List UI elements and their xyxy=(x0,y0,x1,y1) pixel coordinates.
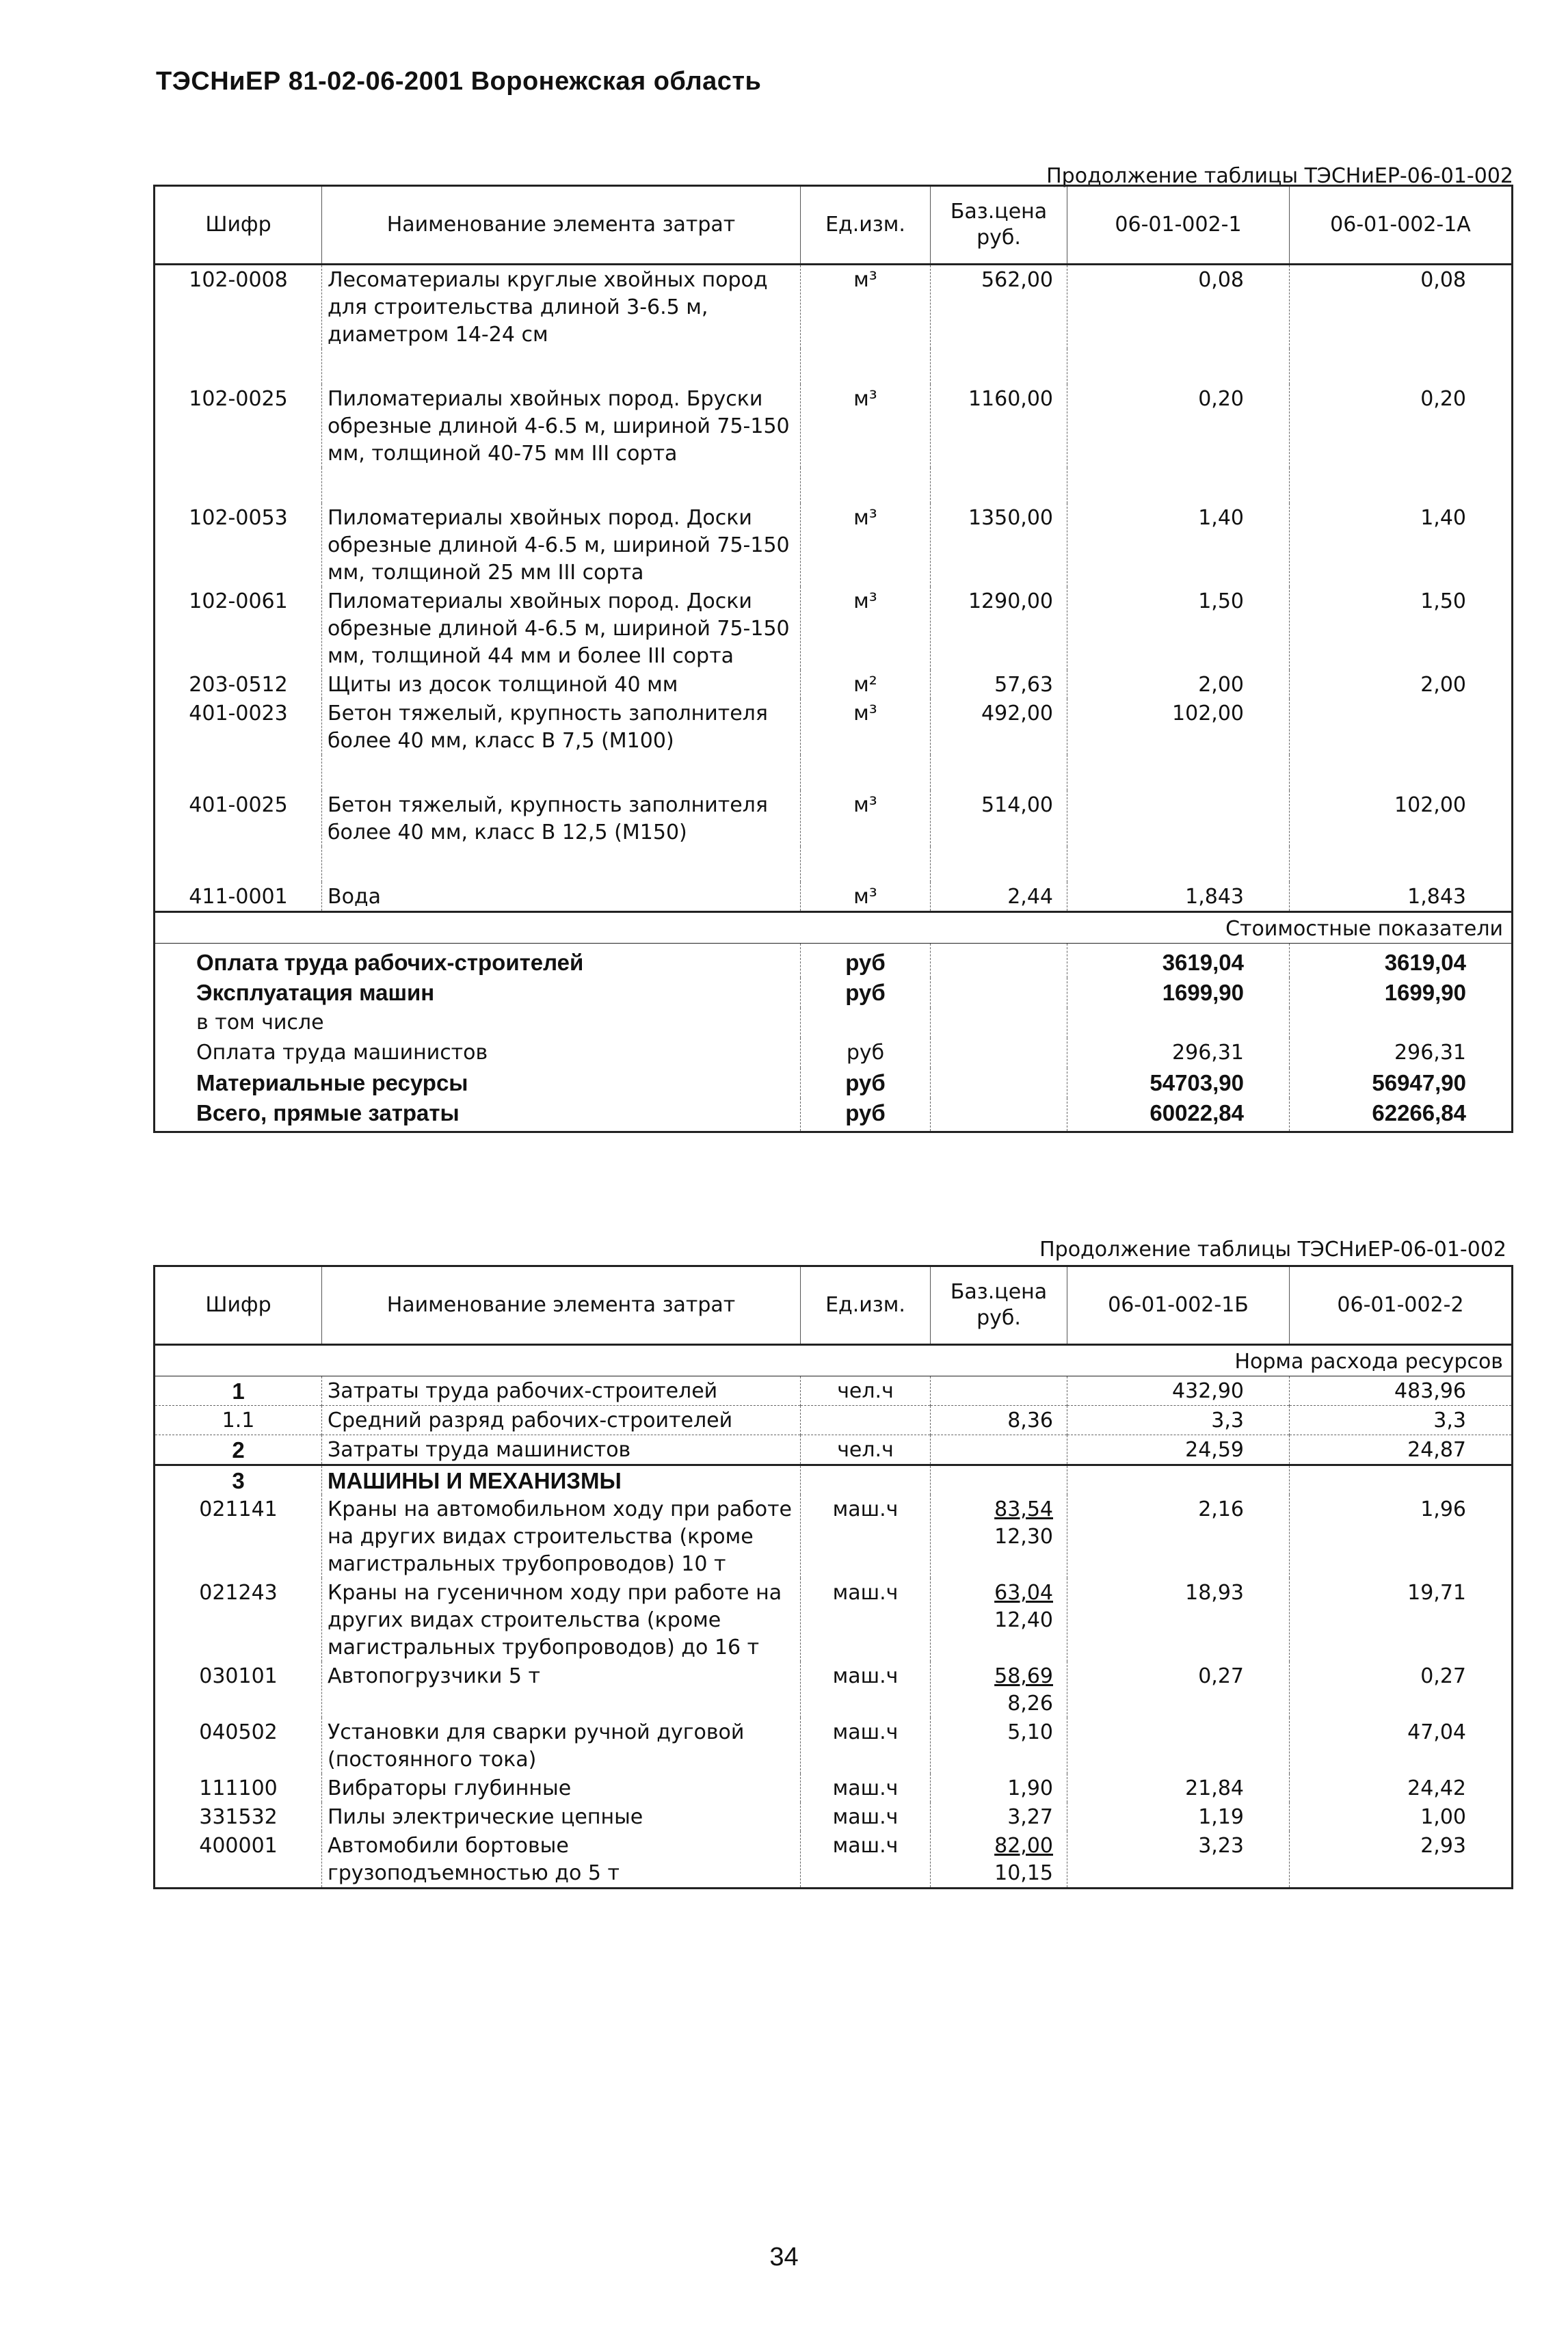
cost-value-2: 56947,90 xyxy=(1372,1070,1466,1095)
row-price-operator: 12,30 xyxy=(994,1525,1053,1549)
row-value-1: 102,00 xyxy=(1067,699,1290,755)
row-value-2: 3,3 xyxy=(1290,1406,1513,1435)
row-name: Автомобили бортовые грузоподъемностью до 5 т xyxy=(322,1831,801,1889)
row-unit: м³ xyxy=(801,790,931,846)
document-title: ТЭСНиЕР 81-02-06-2001 Воронежская область xyxy=(156,67,762,96)
row-code: 401-0025 xyxy=(155,790,322,846)
row-name: Пиломатериалы хвойных пород. Доски обрезные длиной 4-6.5 м, шириной 75-150 мм, толщиной 25 мм III сорта xyxy=(322,503,801,587)
row-value-2: 1,00 xyxy=(1420,1805,1466,1829)
row-value-2: 24,87 xyxy=(1290,1435,1513,1465)
row-price: 63,04 xyxy=(994,1581,1053,1605)
row-value-2: 483,96 xyxy=(1394,1379,1466,1403)
row-value-1: 0,20 xyxy=(1067,384,1290,468)
table1-caption: Продолжение таблицы ТЭСНиЕР-06-01-002 xyxy=(1046,164,1513,188)
row-price: 2,44 xyxy=(931,882,1067,912)
col-header-name: Наименование элемента затрат xyxy=(322,1266,801,1345)
col-header-price: Баз.цена руб. xyxy=(931,1266,1067,1345)
table-row xyxy=(155,1495,1513,1578)
row-price: 82,00 xyxy=(994,1834,1053,1858)
row-value-1: 2,00 xyxy=(1067,670,1290,699)
cost-label: Всего, прямые затраты xyxy=(155,1098,801,1132)
row-code: 102-0008 xyxy=(155,265,322,349)
cost-unit: руб xyxy=(801,978,931,1008)
table-row xyxy=(155,1465,1513,1495)
row-price: 1350,00 xyxy=(931,503,1067,587)
cost-value-1: 1699,90 xyxy=(1067,978,1290,1008)
cost-value-1 xyxy=(1067,1008,1290,1038)
row-name: Пиломатериалы хвойных пород. Бруски обрезные длиной 4-6.5 м, шириной 75-150 мм, толщиной 40-75 мм III сорта xyxy=(322,384,801,468)
table-row xyxy=(155,670,1513,699)
col-header-name: Наименование элемента затрат xyxy=(322,186,801,265)
table-row xyxy=(155,1774,1513,1802)
row-code: 203-0512 xyxy=(155,670,322,699)
row-name: МАШИНЫ И МЕХАНИЗМЫ xyxy=(322,1465,801,1495)
page-number: 34 xyxy=(769,2243,799,2271)
table-row xyxy=(155,1435,1513,1465)
row-code: 3 xyxy=(155,1465,322,1495)
table-row xyxy=(155,1718,1513,1774)
row-price: 57,63 xyxy=(931,670,1067,699)
row-unit: маш.ч xyxy=(801,1662,931,1718)
row-unit: м² xyxy=(801,670,931,699)
cost-value-1: 296,31 xyxy=(1067,1038,1290,1068)
cost-value-2: 62266,84 xyxy=(1372,1100,1466,1125)
row-price: 3,27 xyxy=(931,1802,1067,1831)
table-row xyxy=(155,1662,1513,1718)
row-code: 111100 xyxy=(155,1774,322,1802)
row-code: 102-0061 xyxy=(155,587,322,670)
row-price-cell xyxy=(931,1495,1067,1578)
row-code: 411-0001 xyxy=(155,882,322,912)
row-value-1: 24,59 xyxy=(1067,1435,1290,1465)
row-name: Лесоматериалы круглые хвойных пород для строительства длиной 3-6.5 м, диаметром 14-24 см xyxy=(322,265,801,349)
row-unit: маш.ч xyxy=(801,1495,931,1578)
row-unit: м³ xyxy=(801,699,931,755)
row-value-1: 432,90 xyxy=(1067,1376,1290,1406)
row-price: 58,69 xyxy=(994,1664,1053,1688)
row-name: Затраты труда рабочих-строителей xyxy=(322,1376,801,1406)
table-row xyxy=(155,587,1513,670)
row-value-1: 1,50 xyxy=(1067,587,1290,670)
row-name: Краны на гусеничном ходу при работе на других видах строительства (кроме магистральных трубопроводов) до 16 т xyxy=(322,1578,801,1662)
section-title-cost: Стоимостные показатели xyxy=(155,912,1513,944)
table-row xyxy=(155,1406,1513,1435)
row-price xyxy=(931,1435,1067,1465)
row-code: 2 xyxy=(155,1435,322,1465)
cost-label: Оплата труда машинистов xyxy=(155,1038,801,1068)
col-header-v1: 06-01-002-1Б xyxy=(1067,1266,1290,1345)
row-name: Затраты труда машинистов xyxy=(322,1435,801,1465)
row-unit: м³ xyxy=(801,384,931,468)
cost-value-1: 60022,84 xyxy=(1067,1098,1290,1132)
cost-row xyxy=(155,1008,1513,1038)
row-value-2: 2,00 xyxy=(1420,673,1466,697)
row-value-1: 3,3 xyxy=(1067,1406,1290,1435)
row-price: 1160,00 xyxy=(931,384,1067,468)
row-price: 8,36 xyxy=(931,1406,1067,1435)
row-code: 331532 xyxy=(155,1802,322,1831)
col-header-v2: 06-01-002-1А xyxy=(1290,186,1513,265)
row-name: Средний разряд рабочих-строителей xyxy=(322,1406,801,1435)
row-code: 102-0053 xyxy=(155,503,322,587)
row-unit: м³ xyxy=(801,265,931,349)
table-row xyxy=(155,699,1513,755)
row-unit: м³ xyxy=(801,882,931,912)
row-value-1: 1,843 xyxy=(1067,882,1290,912)
resource-table-1 xyxy=(153,185,1513,1133)
row-unit: чел.ч xyxy=(801,1376,931,1406)
row-value-1 xyxy=(1067,1465,1290,1495)
row-unit xyxy=(801,1465,931,1495)
row-price: 1290,00 xyxy=(931,587,1067,670)
row-unit: чел.ч xyxy=(801,1435,931,1465)
row-price: 1,90 xyxy=(931,1774,1067,1802)
row-code: 102-0025 xyxy=(155,384,322,468)
row-name: Автопогрузчики 5 т xyxy=(322,1662,801,1718)
row-code: 400001 xyxy=(155,1831,322,1889)
row-name: Вода xyxy=(322,882,801,912)
row-price: 514,00 xyxy=(931,790,1067,846)
row-unit: маш.ч xyxy=(801,1718,931,1774)
row-value-2: 19,71 xyxy=(1407,1581,1466,1605)
cost-label: в том числе xyxy=(155,1008,801,1038)
row-price: 492,00 xyxy=(931,699,1067,755)
cost-value-1: 54703,90 xyxy=(1067,1068,1290,1098)
row-price: 562,00 xyxy=(931,265,1067,349)
row-code: 021141 xyxy=(155,1495,322,1578)
row-unit: маш.ч xyxy=(801,1774,931,1802)
cost-unit xyxy=(801,1008,931,1038)
col-header-v1: 06-01-002-1 xyxy=(1067,186,1290,265)
row-price xyxy=(931,1465,1067,1495)
row-value-2: 0,20 xyxy=(1420,387,1466,411)
cost-row xyxy=(155,978,1513,1008)
cost-label: Материальные ресурсы xyxy=(155,1068,801,1098)
row-price-operator: 12,40 xyxy=(994,1608,1053,1632)
cost-value-2: 3619,04 xyxy=(1384,950,1466,975)
row-name: Краны на автомобильном ходу при работе на других видах строительства (кроме магистральных трубопроводов) 10 т xyxy=(322,1495,801,1578)
resource-table-2 xyxy=(153,1265,1513,1889)
cost-row xyxy=(155,944,1513,978)
row-price xyxy=(931,1376,1067,1406)
table-row xyxy=(155,384,1513,468)
row-unit: м³ xyxy=(801,503,931,587)
row-value-1 xyxy=(1067,1718,1290,1774)
row-unit: м³ xyxy=(801,587,931,670)
row-name: Бетон тяжелый, крупность заполнителя более 40 мм, класс В 12,5 (М150) xyxy=(322,790,801,846)
cost-value-2 xyxy=(1290,1008,1513,1038)
row-price: 5,10 xyxy=(931,1718,1067,1774)
row-value-1: 0,08 xyxy=(1067,265,1290,349)
row-price-cell xyxy=(931,1831,1067,1889)
row-code: 401-0023 xyxy=(155,699,322,755)
cost-unit: руб xyxy=(801,1038,931,1068)
col-header-code: Шифр xyxy=(155,186,322,265)
row-value-2: 24,42 xyxy=(1407,1776,1466,1800)
col-header-code: Шифр xyxy=(155,1266,322,1345)
row-name: Пилы электрические цепные xyxy=(322,1802,801,1831)
cost-unit: руб xyxy=(801,944,931,978)
table-row xyxy=(155,265,1513,349)
row-code: 021243 xyxy=(155,1578,322,1662)
row-price-cell xyxy=(931,1578,1067,1662)
table2-caption: Продолжение таблицы ТЭСНиЕР-06-01-002 xyxy=(1039,1238,1506,1262)
row-unit: маш.ч xyxy=(801,1802,931,1831)
row-value-2 xyxy=(1290,699,1513,755)
col-header-v2: 06-01-002-2 xyxy=(1290,1266,1513,1345)
row-value-2: 1,50 xyxy=(1420,589,1466,613)
row-name: Щиты из досок толщиной 40 мм xyxy=(322,670,801,699)
row-value-1: 2,16 xyxy=(1067,1495,1290,1578)
cost-value-1: 3619,04 xyxy=(1067,944,1290,978)
row-value-2: 1,843 xyxy=(1407,885,1466,909)
table-row xyxy=(155,1376,1513,1406)
row-name: Вибраторы глубинные xyxy=(322,1774,801,1802)
row-value-1: 1,19 xyxy=(1067,1802,1290,1831)
row-value-2 xyxy=(1290,1465,1513,1495)
cost-row xyxy=(155,1098,1513,1132)
row-value-2: 102,00 xyxy=(1394,793,1466,817)
row-code: 1.1 xyxy=(155,1406,322,1435)
row-price: 83,54 xyxy=(994,1497,1053,1521)
row-value-1: 1,40 xyxy=(1067,503,1290,587)
row-name: Пиломатериалы хвойных пород. Доски обрезные длиной 4-6.5 м, шириной 75-150 мм, толщиной 44 мм и более III сорта xyxy=(322,587,801,670)
cost-label: Оплата труда рабочих-строителей xyxy=(155,944,801,978)
row-code: 1 xyxy=(155,1376,322,1406)
row-value-2: 47,04 xyxy=(1407,1720,1466,1744)
row-value-2: 0,08 xyxy=(1420,268,1466,292)
table-row xyxy=(155,1578,1513,1662)
row-name: Установки для сварки ручной дуговой (постоянного тока) xyxy=(322,1718,801,1774)
table-row xyxy=(155,1802,1513,1831)
table-row xyxy=(155,790,1513,846)
row-price-cell xyxy=(931,1662,1067,1718)
cost-label: Эксплуатация машин xyxy=(155,978,801,1008)
row-value-2: 0,27 xyxy=(1420,1664,1466,1688)
row-value-1: 3,23 xyxy=(1067,1831,1290,1889)
row-value-2: 1,96 xyxy=(1420,1497,1466,1521)
cost-value-2: 1699,90 xyxy=(1384,980,1466,1005)
row-name: Бетон тяжелый, крупность заполнителя более 40 мм, класс В 7,5 (М100) xyxy=(322,699,801,755)
row-value-2: 2,93 xyxy=(1420,1834,1466,1858)
row-unit: маш.ч xyxy=(801,1578,931,1662)
table-row xyxy=(155,503,1513,587)
row-value-2: 1,40 xyxy=(1420,506,1466,530)
row-value-1 xyxy=(1067,790,1290,846)
row-unit xyxy=(801,1406,931,1435)
row-price-operator: 8,26 xyxy=(1007,1692,1053,1716)
cost-unit: руб xyxy=(801,1098,931,1132)
row-value-1: 18,93 xyxy=(1067,1578,1290,1662)
cost-value-2: 296,31 xyxy=(1394,1041,1466,1065)
col-header-price: Баз.цена руб. xyxy=(931,186,1067,265)
row-value-1: 21,84 xyxy=(1067,1774,1290,1802)
row-unit: маш.ч xyxy=(801,1831,931,1889)
cost-row xyxy=(155,1068,1513,1098)
col-header-unit: Ед.изм. xyxy=(801,1266,931,1345)
row-code: 030101 xyxy=(155,1662,322,1718)
col-header-unit: Ед.изм. xyxy=(801,186,931,265)
row-price-operator: 10,15 xyxy=(994,1861,1053,1885)
cost-unit: руб xyxy=(801,1068,931,1098)
row-value-1: 0,27 xyxy=(1067,1662,1290,1718)
table-row xyxy=(155,882,1513,912)
section-title-norm: Норма расхода ресурсов xyxy=(155,1345,1513,1376)
row-code: 040502 xyxy=(155,1718,322,1774)
cost-row xyxy=(155,1038,1513,1068)
table-row xyxy=(155,1831,1513,1889)
